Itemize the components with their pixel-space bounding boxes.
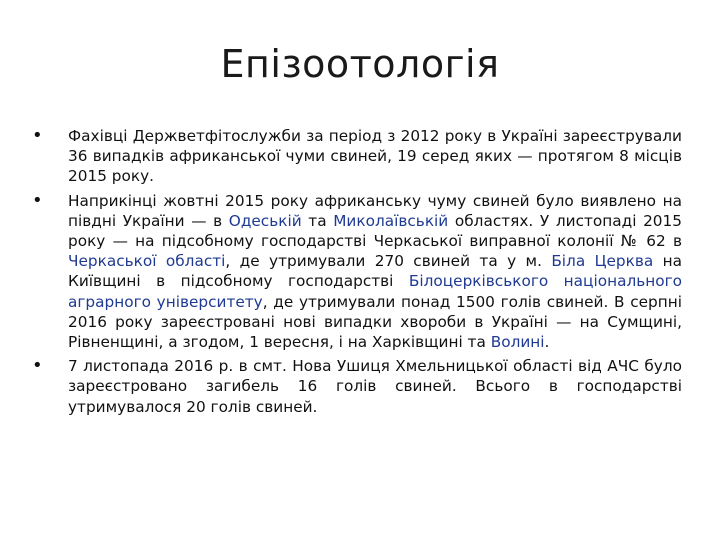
bullet-item xyxy=(32,191,682,353)
bullet-text: на Київщині в підсобному господарстві xyxy=(68,252,682,291)
bullet-text: Фахівці Держветфітослужби за період з 2012 року в Україні зареєстрували 36 випадків африканської чуми свиней, 19 серед яких — протягом 8 місців 2015 року. xyxy=(68,127,682,186)
hyperlink[interactable]: Біла Церква xyxy=(551,252,654,271)
bullet-text: областях. У листопаді 2015 року — на підсобному господарстві Черкаської виправної колонії № 62 в xyxy=(68,211,683,251)
hyperlink[interactable]: Білоцерківського національного аграрного університету xyxy=(68,272,682,311)
hyperlink[interactable]: Одеській xyxy=(228,211,302,230)
bullet-text: та xyxy=(301,211,334,230)
bullet-text: 7 листопада 2016 р. в смт. Нова Ушиця Хмельницької області від АЧС було зареєстровано загибель 16 голів свиней. Всього в господарстві утримувалося 20 голів свиней. xyxy=(68,357,682,416)
hyperlink[interactable]: Черкаської області xyxy=(68,252,226,271)
slide-title: Епізоотологія xyxy=(220,42,500,86)
bullet-item xyxy=(32,126,682,187)
bullet-text: , де утримували 270 свиней та у м. xyxy=(225,252,552,271)
bullet-text: . xyxy=(544,333,550,352)
bullet-text: Наприкінці жовтні 2015 року африканську чуму свиней було виявлено на півдні України — в xyxy=(68,191,682,230)
hyperlink[interactable]: Волині xyxy=(490,333,545,352)
bullet-item xyxy=(32,356,682,417)
bullet-text: , де утримували понад 1500 голів свиней. В серпні 2016 року зареєстровані нові випадки хвороби в Україні — на Сумщині, Рівненщині, а згодом, 1 вересня, і на Харківщині та xyxy=(68,292,682,352)
hyperlink[interactable]: Миколаївській xyxy=(333,211,449,230)
bullet-list xyxy=(32,126,682,421)
